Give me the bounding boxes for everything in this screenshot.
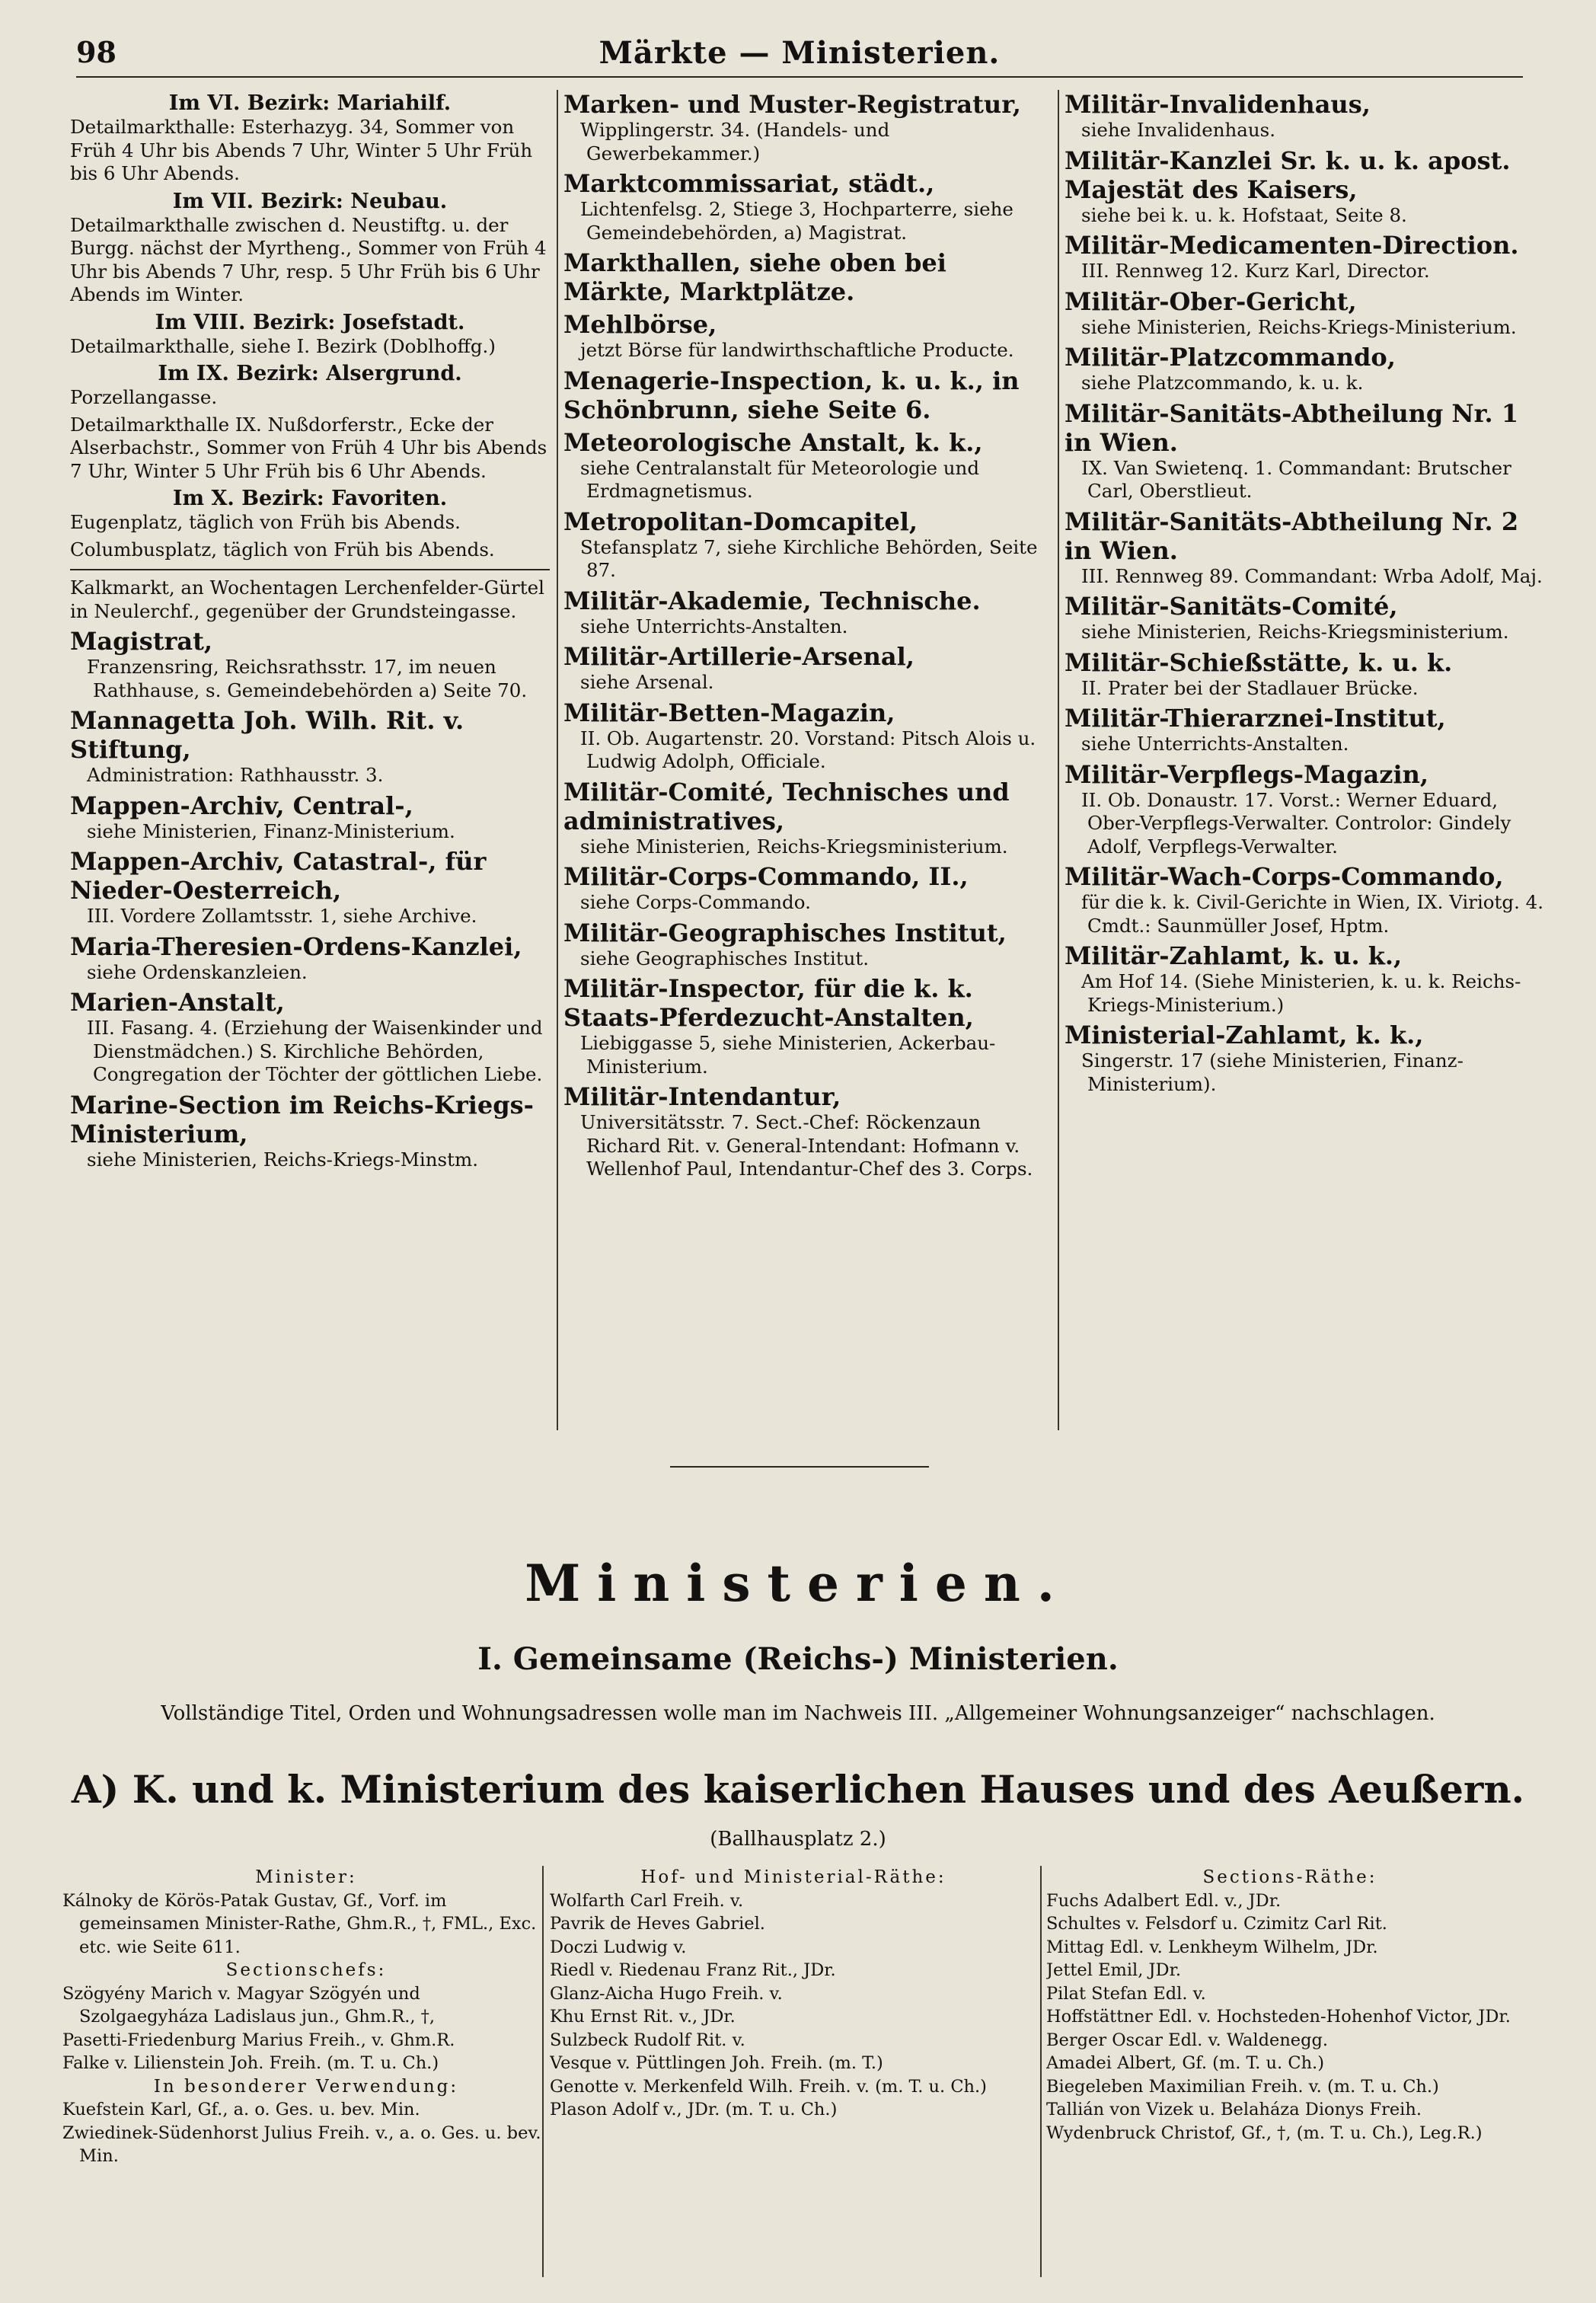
page-header [76, 30, 1523, 78]
directory-entry [1065, 90, 1549, 142]
entry-heading: Militär-Verpflegs-Magazin, [1065, 759, 1428, 789]
directory-entry [70, 538, 550, 562]
entry-text: Stefansplatz 7, siehe Kirchliche Behörden, Seite 87. [580, 535, 1038, 581]
person-entry: Pasetti-Friedenburg Marius Freih., v. Ghm.R. [62, 2030, 455, 2050]
person-entry: Falke v. Lilienstein Joh. Freih. (m. T. u. Ch.) [62, 2053, 439, 2073]
directory-entry [1065, 1021, 1549, 1096]
directory-entry [70, 932, 550, 985]
entry-text: für die k. k. Civil-Gerichte in Wien, IX. Viriotg. 4. Cmdt.: Saunmüller Josef, Hptm. [1081, 891, 1544, 937]
entry-heading: Maria-Theresien-Ordens-Kanzlei, [70, 931, 522, 961]
entry-text: siehe Ministerien, Reichs-Kriegsministerium. [1081, 621, 1509, 643]
person-entry: Plason Adolf v., JDr. (m. T. u. Ch.) [550, 2100, 838, 2119]
person-entry: Mittag Edl. v. Lenkheym Wilhelm, JDr. [1046, 1937, 1378, 1957]
entry-heading: Ministerial-Zahlamt, k. k., [1065, 1021, 1424, 1049]
entry-text: siehe bei k. u. k. Hofstaat, Seite 8. [1081, 203, 1407, 226]
person-entry: Kuefstein Karl, Gf., a. o. Ges. u. bev. Min. [62, 2100, 420, 2119]
entry-heading: Militär-Platzcommando, [1065, 343, 1396, 372]
person-entry: Tallián von Vizek u. Belaháza Dionys Freih. [1046, 2100, 1422, 2119]
entry-heading: Militär-Intendantur, [563, 1082, 841, 1111]
directory-entry [1065, 146, 1549, 228]
entry-heading: Militär-Medicamenten-Direction. [1065, 231, 1519, 260]
directory-entry [563, 862, 1051, 915]
entry-text: Detailmarkthalle: Esterhazyg. 34, Sommer von Früh 4 Uhr bis Abends 7 Uhr, Winter 5 Uhr Früh bis 6 Uhr Abends. [70, 116, 533, 184]
directory-entry [1065, 760, 1549, 859]
entry-heading: Militär-Akademie, Technische. [563, 586, 981, 615]
directory-entry [563, 90, 1051, 165]
column-right [1065, 90, 1549, 1430]
person-entry: Pilat Stefan Edl. v. [1046, 1983, 1206, 2004]
entry-text: Detailmarkthalle zwischen d. Neustiftg. u. der Burgg. nächst der Myrtheng., Sommer von Früh 4 Uhr bis Abends 7 Uhr, resp. 5 Uhr Früh bis 6 Uhr Abends im Winter. [70, 213, 547, 305]
directory-entry [563, 507, 1051, 583]
directory-entry [563, 698, 1051, 774]
directory-entry [1065, 231, 1549, 283]
entry-heading: Militär-Sanitäts-Abtheilung Nr. 2 in Wien. [1065, 506, 1519, 565]
entry-text: Am Hof 14. (Siehe Ministerien, k. u. k. Reichs-Kriegs-Ministerium.) [1081, 970, 1521, 1016]
directory-entry [563, 918, 1051, 971]
person-entry: Biegeleben Maximilian Freih. v. (m. T. u. Ch.) [1046, 2076, 1439, 2097]
section-title: Ministerien. [525, 1554, 1071, 1613]
person-entry: Amadei Albert, Gf. (m. T. u. Ch.) [1046, 2053, 1324, 2073]
entry-text: Kalkmarkt, an Wochentagen Lerchenfelder-Gürtel in Neulerchf., gegenüber der Grundsteingasse. [70, 577, 544, 622]
person-entry: Genotte v. Merkenfeld Wilh. Freih. v. (m. T. u. Ch.) [550, 2076, 987, 2097]
entry-text: Eugenplatz, täglich von Früh bis Abends. [70, 511, 461, 533]
entry-heading: Militär-Corps-Commando, II., [563, 862, 969, 891]
group-heading: In besonderer Verwendung: [153, 2076, 459, 2097]
directory-entry [70, 706, 550, 787]
directory-entry [1065, 343, 1549, 395]
entry-heading: Mappen-Archiv, Central-, [70, 791, 413, 820]
directory-entry [563, 310, 1051, 363]
entry-text: IX. Van Swietenq. 1. Commandant: Brutscher Carl, Oberstlieut. [1081, 456, 1511, 502]
person-entry: Jettel Emil, JDr. [1046, 1960, 1182, 1980]
directory-entry [563, 974, 1051, 1078]
section-note: Vollständige Titel, Orden und Wohnungsadressen wolle man im Nachweis III. „Allgemeiner Wohnungsanzeiger“ nachschlagen. [161, 1702, 1435, 1725]
directory-entry [1065, 704, 1549, 756]
directory-entry [70, 386, 550, 410]
group-heading: Sections-Räthe: [1202, 1867, 1377, 1887]
entry-heading: Militär-Inspector, für die k. k. Staats-Pferdezucht-Anstalten, [563, 974, 974, 1032]
entry-heading: Militär-Wach-Corps-Commando, [1065, 862, 1504, 891]
directory-entry [563, 428, 1051, 503]
entry-text: siehe Corps-Commando. [580, 891, 811, 913]
district-heading: Im X. Bezirk: Favoriten. [172, 487, 448, 510]
group-heading: Sectionschefs: [225, 1960, 387, 1980]
court-councillors-column [550, 1866, 1037, 2277]
ministry-heading: A) K. und k. Ministerium des kaiserlichen Hauses und des Aeußern. [71, 1767, 1525, 1812]
entry-heading: Marken- und Muster-Registratur, [563, 90, 1021, 119]
entry-text: siehe Ministerien, Finanz-Ministerium. [87, 819, 455, 842]
entry-heading: Marine-Section im Reichs-Kriegs-Ministerium, [70, 1090, 534, 1148]
person-entry: Szögyény Marich v. Magyar Szögyén und Szolgaegyháza Ladislaus jun., Ghm.R., †, [62, 1983, 436, 2027]
entry-text: Columbusplatz, täglich von Früh bis Abends. [70, 538, 495, 561]
column-divider [1058, 90, 1059, 1430]
entry-heading: Militär-Schießstätte, k. u. k. [1065, 647, 1453, 677]
entry-heading: Militär-Artillerie-Arsenal, [563, 642, 915, 671]
entry-text: Detailmarkthalle IX. Nußdorferstr., Ecke der Alserbachstr., Sommer von Früh 4 Uhr bis Abends 7 Uhr, Winter 5 Uhr Früh bis 6 Uhr Abends. [70, 413, 547, 482]
person-entry: Wydenbruck Christof, Gf., †, (m. T. u. Ch.), Leg.R.) [1046, 2123, 1483, 2143]
directory-entry [70, 791, 550, 844]
entry-heading: Militär-Thierarznei-Institut, [1065, 704, 1446, 733]
entry-text: siehe Platzcommando, k. u. k. [1081, 372, 1364, 394]
entry-text: III. Rennweg 89. Commandant: Wrba Adolf, Maj. [1081, 564, 1543, 587]
running-head: Märkte — Ministerien. [598, 35, 1001, 71]
directory-entry [1065, 592, 1549, 644]
person-entry: Wolfarth Carl Freih. v. [550, 1890, 744, 1911]
column-divider [557, 90, 558, 1430]
person-entry: Berger Oscar Edl. v. Waldenegg. [1046, 2030, 1329, 2050]
entry-text: siehe Unterrichts-Anstalten. [580, 615, 848, 637]
column-divider [1040, 1866, 1042, 2277]
entry-heading: Militär-Zahlamt, k. u. k., [1065, 941, 1403, 970]
entry-divider [70, 569, 550, 570]
entry-text: Detailmarkthalle, siehe I. Bezirk (Doblhoffg.) [70, 334, 496, 357]
entry-text: siehe Ministerien, Reichs-Kriegs-Minstm. [87, 1148, 478, 1171]
entry-text: siehe Geographisches Institut. [580, 947, 869, 969]
person-entry: Fuchs Adalbert Edl. v., JDr. [1046, 1890, 1282, 1911]
entry-heading: Militär-Ober-Gericht, [1065, 286, 1357, 316]
person-entry: Riedl v. Riedenau Franz Rit., JDr. [550, 1960, 836, 1980]
directory-entry [70, 414, 550, 484]
entry-text: Lichtenfelsg. 2, Stiege 3, Hochparterre, siehe Gemeindebehörden, a) Magistrat. [580, 198, 1013, 244]
directory-entry [70, 116, 550, 186]
entry-text: Franzensring, Reichsrathsstr. 17, im neuen Rathhause, s. Gemeindebehörden a) Seite 70. [87, 656, 528, 701]
entry-text: siehe Ministerien, Reichs-Kriegs-Ministerium. [1081, 315, 1517, 338]
person-entry: Khu Ernst Rit. v., JDr. [550, 2007, 736, 2027]
entry-text: II. Prater bei der Stadlauer Brücke. [1081, 676, 1419, 699]
person-entry: Vesque v. Püttlingen Joh. Freih. (m. T.) [550, 2053, 883, 2073]
directory-entry [70, 1091, 550, 1172]
directory-entry [70, 627, 550, 702]
entry-text: siehe Unterrichts-Anstalten. [1081, 733, 1349, 755]
section-subtitle: I. Gemeinsame (Reichs-) Ministerien. [477, 1641, 1119, 1677]
directory-entry [1065, 287, 1549, 340]
entry-text: siehe Centralanstalt für Meteorologie und Erdmagnetismus. [580, 456, 979, 502]
section-divider [670, 1466, 929, 1468]
directory-entry [1065, 399, 1549, 503]
entry-heading: Militär-Geographisches Institut, [563, 918, 1007, 947]
entry-text: Wipplingerstr. 34. (Handels- und Gewerbekammer.) [580, 119, 890, 164]
entry-text: II. Ob. Augartenstr. 20. Vorstand: Pitsch Alois u. Ludwig Adolph, Officiale. [580, 727, 1036, 772]
directory-entry [70, 847, 550, 928]
entry-text: Singerstr. 17 (siehe Ministerien, Finanz-Ministerium). [1081, 1049, 1464, 1095]
entry-text: III. Vordere Zollamtsstr. 1, siehe Archive. [87, 905, 477, 927]
person-entry: Glanz-Aicha Hugo Freih. v. [550, 1983, 783, 2004]
directory-entry [1065, 941, 1549, 1017]
entry-text: III. Fasang. 4. (Erziehung der Waisenkinder und Dienstmädchen.) S. Kirchliche Behörden, Congregation der Töchter der göttlichen Liebe. [87, 1017, 543, 1085]
directory-entry [70, 988, 550, 1087]
directory-entry [563, 778, 1051, 859]
directory-entry [70, 577, 550, 623]
directory-entry [563, 1082, 1051, 1181]
entry-text: siehe Arsenal. [580, 671, 714, 693]
directory-entry [563, 248, 1051, 306]
entry-text: Liebiggasse 5, siehe Ministerien, Ackerbau-Ministerium. [580, 1032, 996, 1078]
directory-entry [1065, 648, 1549, 701]
entry-text: siehe Ordenskanzleien. [87, 960, 308, 983]
person-entry: Hoffstättner Edl. v. Hochsteden-Hohenhof Victor, JDr. [1046, 2007, 1511, 2027]
entry-heading: Marien-Anstalt, [70, 988, 285, 1017]
entry-heading: Marktcommissariat, städt., [563, 169, 935, 198]
person-entry: Doczi Ludwig v. [550, 1937, 687, 1957]
entry-heading: Magistrat, [70, 627, 212, 656]
entry-heading: Metropolitan-Domcapitel, [563, 506, 918, 536]
entry-heading: Militär-Comité, Technisches und administratives, [563, 777, 1010, 835]
person-entry: Sulzbeck Rudolf Rit. v. [550, 2030, 745, 2050]
directory-entry [70, 214, 550, 307]
group-heading: Minister: [255, 1867, 357, 1887]
entry-text: jetzt Börse für landwirthschaftliche Producte. [580, 339, 1014, 361]
page-number: 98 [76, 35, 117, 69]
directory-entry [563, 366, 1051, 424]
entry-text: Porzellangasse. [70, 386, 218, 408]
entry-heading: Menagerie-Inspection, k. u. k., in Schönbrunn, siehe Seite 6. [563, 366, 1020, 424]
entry-heading: Meteorologische Anstalt, k. k., [563, 427, 983, 457]
entry-text: siehe Invalidenhaus. [1081, 119, 1276, 141]
district-heading: Im VII. Bezirk: Neubau. [172, 189, 448, 213]
person-entry: Kálnoky de Körös-Patak Gustav, Gf., Vorf. im gemeinsamen Minister-Rathe, Ghm.R., †, FML., Exc. etc. wie Seite 611. [62, 1890, 537, 1957]
entry-heading: Markthallen, siehe oben bei Märkte, Marktplätze. [563, 248, 946, 306]
entry-text: Administration: Rathhausstr. 3. [87, 764, 384, 786]
district-heading: Im VI. Bezirk: Mariahilf. [168, 91, 452, 115]
entry-text: III. Rennweg 12. Kurz Karl, Director. [1081, 260, 1430, 282]
directory-entry [70, 335, 550, 359]
entry-heading: Militär-Betten-Magazin, [563, 698, 895, 727]
entry-text: siehe Ministerien, Reichs-Kriegsministerium. [580, 835, 1008, 858]
section-councillors-column [1046, 1866, 1534, 2277]
ministers-column [62, 1866, 550, 2277]
directory-entry [1065, 507, 1549, 589]
entry-heading: Militär-Invalidenhaus, [1065, 90, 1371, 119]
entry-heading: Mappen-Archiv, Catastral-, für Nieder-Oesterreich, [70, 847, 487, 905]
person-entry: Zwiedinek-Südenhorst Julius Freih. v., a. o. Ges. u. bev. Min. [62, 2123, 541, 2166]
column-left [70, 90, 550, 1430]
entry-heading: Militär-Sanitäts-Comité, [1065, 592, 1398, 621]
entry-heading: Militär-Sanitäts-Abtheilung Nr. 1 in Wien. [1065, 398, 1519, 457]
directory-entry [1065, 862, 1549, 937]
group-heading: Hof- und Ministerial-Räthe: [640, 1867, 946, 1887]
column-divider [542, 1866, 544, 2277]
entry-heading: Militär-Kanzlei Sr. k. u. k. apost. Majestät des Kaisers, [1065, 145, 1511, 204]
directory-entry [70, 511, 550, 535]
column-middle [563, 90, 1051, 1430]
person-entry: Schultes v. Felsdorf u. Czimitz Carl Rit. [1046, 1914, 1387, 1934]
person-entry: Pavrik de Heves Gabriel. [550, 1914, 765, 1934]
entry-heading: Mehlbörse, [563, 310, 717, 339]
directory-entry [563, 642, 1051, 695]
entry-text: Universitätsstr. 7. Sect.-Chef: Röckenzaun Richard Rit. v. General-Intendant: Hofmann v. Wellenhof Paul, Intendantur-Chef des 3. Corps. [580, 1111, 1033, 1180]
directory-entry [563, 586, 1051, 639]
ministry-address: (Ballhausplatz 2.) [710, 1828, 886, 1851]
district-heading: Im VIII. Bezirk: Josefstadt. [155, 310, 465, 334]
entry-text: II. Ob. Donaustr. 17. Vorst.: Werner Eduard, Ober-Verpflegs-Verwalter. Controlor: Gindely Adolf, Verpflegs-Verwalter. [1081, 788, 1511, 858]
entry-heading: Mannagetta Joh. Wilh. Rit. v. Stiftung, [70, 706, 464, 764]
district-heading: Im IX. Bezirk: Alsergrund. [158, 362, 462, 385]
directory-entry [563, 169, 1051, 244]
